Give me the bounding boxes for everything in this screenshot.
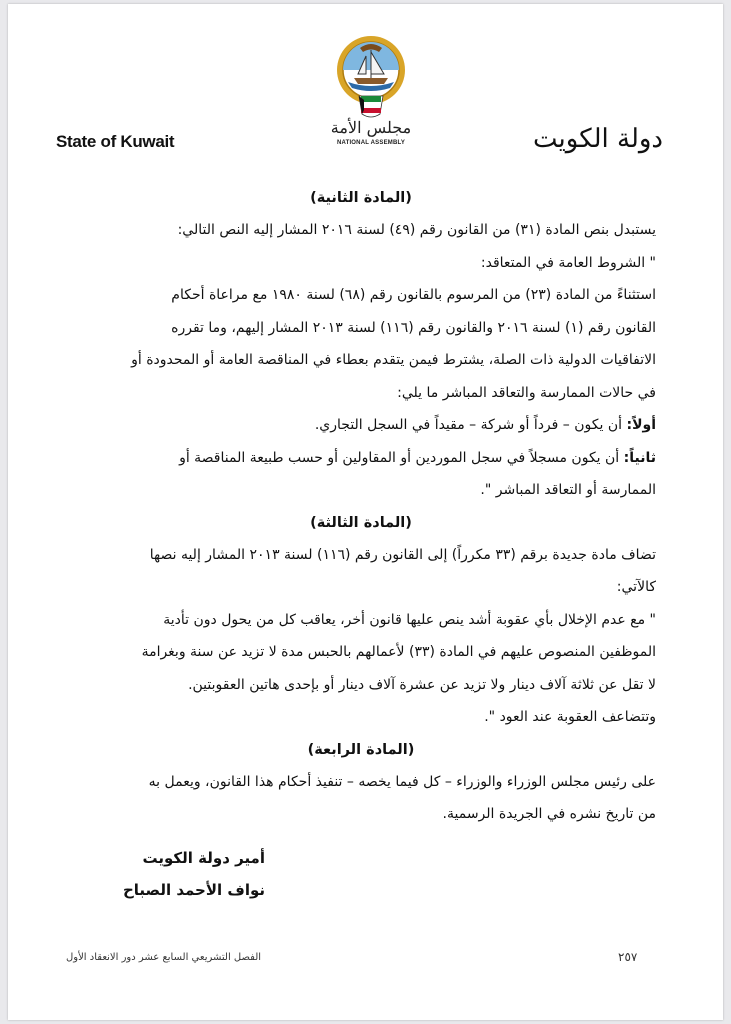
article-3-line: وتتضاعف العقوبة عند العود ".	[484, 709, 656, 725]
article-3-line: " مع عدم الإخلال بأي عقوبة أشد ينص عليها قانون أخر، يعاقب كل من يحول دون تأدية	[163, 611, 656, 628]
article-2-line: الاتفاقيات الدولية ذات الصلة، يشترط فيمن يتقدم بعطاء في المناقصة العامة أو المحدودة أو	[131, 352, 656, 368]
article-3-line: لا تقل عن ثلاثة آلاف دينار ولا تزيد عن عشرة آلاف دينار أو بإحدى هاتين العقوبتين.	[188, 676, 656, 693]
first-text: أن يكون – فرداً أو شركة – مقيداً في السجل التجاري.	[314, 417, 627, 433]
article-2-line: استثناءً من المادة (٢٣) من المرسوم بالقانون رقم (٦٨) لسنة ١٩٨٠ مع مراعاة أحكام	[171, 287, 656, 303]
first-label: أولاً:	[626, 417, 656, 433]
article-4-line: على رئيس مجلس الوزراء والوزراء – كل فيما يخصه – تنفيذ أحكام هذا القانون، ويعمل به	[148, 773, 656, 790]
second-label: ثانياً:	[623, 449, 656, 466]
law-text	[66, 182, 656, 831]
second-text: أن يكون مسجلاً في سجل الموردين أو المقاولين أو حسب طبيعة المناقصة أو	[179, 449, 624, 466]
article-2-line: يستبدل بنص المادة (٣١) من القانون رقم (٤٩) لسنة ٢٠١٦ المشار إليه النص التالي:	[177, 222, 656, 238]
article-4-heading: (المادة الرابعة)	[307, 741, 415, 758]
article-2-line: القانون رقم (١) لسنة ٢٠١٦ والقانون رقم (١١٦) لسنة ٢٠١٣ المشار إليهم، وما تقرره	[171, 319, 656, 336]
signature-block	[123, 842, 265, 906]
article-2-line: في حالات الممارسة والتعاقد المباشر ما يلي:	[397, 384, 656, 401]
article-3-line: تضاف مادة جديدة برقم (٣٣ مكرراً) إلى القانون رقم (١١٦) لسنة ٢٠١٣ المشار إليه نصها	[149, 546, 656, 563]
article-2-line: " الشروط العامة في المتعاقد:	[480, 254, 656, 271]
state-name-english: State of Kuwait	[56, 132, 175, 151]
article-2-first-condition	[66, 409, 656, 442]
footer-session: الفصل التشريعي السابع عشر دور الانعقاد الأول	[66, 952, 262, 963]
page-number: ٢٥٧	[618, 950, 638, 964]
article-2-line: الممارسة أو التعاقد المباشر ".	[480, 482, 656, 498]
article-4-line: من تاريخ نشره في الجريدة الرسمية.	[442, 806, 656, 822]
assembly-name-arabic: مجلس الأمة	[330, 118, 412, 137]
signature-title: أمير دولة الكويت	[142, 849, 265, 867]
signature-name: نواف الأحمد الصباح	[122, 881, 265, 899]
state-name-arabic: دولة الكويت	[533, 124, 663, 154]
article-2-second-condition	[66, 442, 656, 475]
article-3-line: كالآتي:	[616, 579, 656, 595]
document-page	[8, 4, 723, 1020]
article-3-line: الموظفين المنصوص عليهم في المادة (٣٣) لأعمالهم بالحبس مدة لا تزيد عن سنة وبغرامة	[141, 644, 656, 660]
article-2-heading: (المادة الثانية)	[310, 190, 412, 206]
article-3-heading: (المادة الثالثة)	[310, 514, 412, 531]
assembly-name-english: NATIONAL ASSEMBLY	[336, 140, 406, 146]
